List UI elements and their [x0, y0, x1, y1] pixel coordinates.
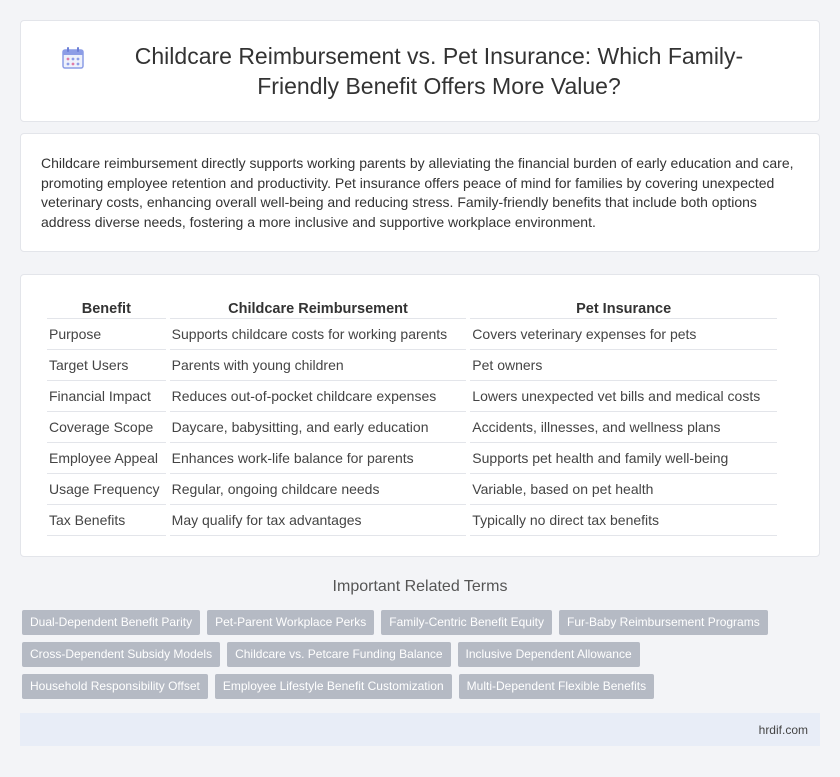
- term-tag[interactable]: Pet-Parent Workplace Perks: [207, 610, 374, 635]
- title-wrap: [60, 41, 780, 101]
- row-label: Coverage Scope: [47, 412, 166, 443]
- row-label: Tax Benefits: [47, 505, 166, 536]
- pet-insurance-cell: Covers veterinary expenses for pets: [470, 319, 777, 350]
- childcare-cell: Daycare, babysitting, and early education: [170, 412, 467, 443]
- calendar-icon: [60, 45, 86, 71]
- term-tag[interactable]: Multi-Dependent Flexible Benefits: [459, 674, 654, 699]
- table-header-row: [47, 297, 777, 319]
- term-tag[interactable]: Employee Lifestyle Benefit Customization: [215, 674, 452, 699]
- term-tag[interactable]: Childcare vs. Petcare Funding Balance: [227, 642, 450, 667]
- term-tag[interactable]: Fur-Baby Reimbursement Programs: [559, 610, 768, 635]
- row-label: Employee Appeal: [47, 443, 166, 474]
- footer-bar: [20, 713, 820, 746]
- row-label: Purpose: [47, 319, 166, 350]
- term-tag[interactable]: Dual-Dependent Benefit Parity: [22, 610, 200, 635]
- childcare-cell: Supports childcare costs for working parents: [170, 319, 467, 350]
- pet-insurance-cell: Lowers unexpected vet bills and medical costs: [470, 381, 777, 412]
- table-row: [47, 350, 777, 381]
- table-row: [47, 412, 777, 443]
- pet-insurance-cell: Pet owners: [470, 350, 777, 381]
- table-row: [47, 443, 777, 474]
- pet-insurance-cell: Supports pet health and family well-being: [470, 443, 777, 474]
- column-header-pet-insurance: Pet Insurance: [470, 297, 777, 319]
- intro-paragraph: Childcare reimbursement directly supports working parents by alleviating the financial burden of early education and care, promoting employee retention and productivity. Pet insurance offers peace of mind for families by covering unexpected veterinary costs, enhancing overall well-being and reducing stress. Family-friendly benefits that include both options address diverse needs, fostering a more inclusive and supportive workplace environment.: [41, 155, 794, 230]
- table-row: [47, 474, 777, 505]
- term-tag[interactable]: Family-Centric Benefit Equity: [381, 610, 552, 635]
- table-row: [47, 319, 777, 350]
- column-header-childcare: Childcare Reimbursement: [170, 297, 467, 319]
- row-label: Financial Impact: [47, 381, 166, 412]
- comparison-table: [43, 297, 781, 536]
- pet-insurance-cell: Accidents, illnesses, and wellness plans: [470, 412, 777, 443]
- column-header-benefit: Benefit: [47, 297, 166, 319]
- related-terms-list: [22, 610, 822, 699]
- childcare-cell: Enhances work-life balance for parents: [170, 443, 467, 474]
- row-label: Target Users: [47, 350, 166, 381]
- pet-insurance-cell: Typically no direct tax benefits: [470, 505, 777, 536]
- term-tag[interactable]: Household Responsibility Offset: [22, 674, 208, 699]
- page-title: Childcare Reimbursement vs. Pet Insurance: Which Family-Friendly Benefit Offers More Value?: [134, 43, 744, 99]
- table-row: [47, 381, 777, 412]
- childcare-cell: Regular, ongoing childcare needs: [170, 474, 467, 505]
- header-card: [20, 20, 820, 122]
- related-terms-title: Important Related Terms: [332, 578, 508, 595]
- childcare-cell: Reduces out-of-pocket childcare expenses: [170, 381, 467, 412]
- footer-site-link[interactable]: hrdif.com: [758, 722, 808, 737]
- comparison-table-card: [20, 274, 820, 557]
- childcare-cell: Parents with young children: [170, 350, 467, 381]
- childcare-cell: May qualify for tax advantages: [170, 505, 467, 536]
- table-row: [47, 505, 777, 536]
- term-tag[interactable]: Cross-Dependent Subsidy Models: [22, 642, 220, 667]
- row-label: Usage Frequency: [47, 474, 166, 505]
- intro-card: [20, 133, 820, 252]
- term-tag[interactable]: Inclusive Dependent Allowance: [458, 642, 640, 667]
- pet-insurance-cell: Variable, based on pet health: [470, 474, 777, 505]
